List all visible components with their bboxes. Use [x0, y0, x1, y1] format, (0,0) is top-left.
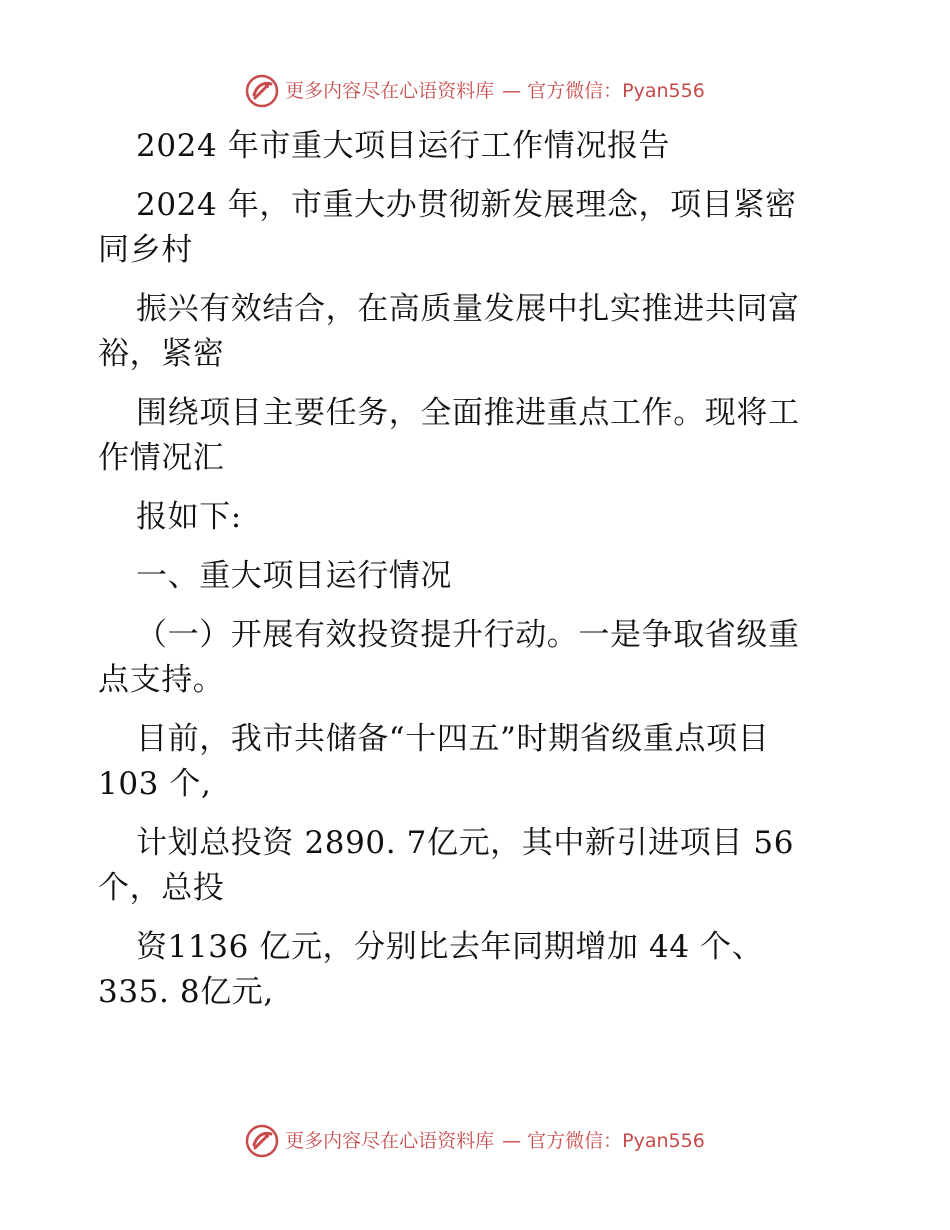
- paragraph-line: 资1136 亿元，分别比去年同期增加 44 个、: [136, 929, 764, 965]
- paragraph-line: 围绕项目主要任务，全面推进重点工作。现将工: [136, 395, 800, 431]
- watermark-main-text: 更多内容尽在心语资料库: [285, 79, 495, 102]
- watermark-contact: 官方微信：Pyan556: [527, 1129, 705, 1152]
- document-title: 2024 年市重大项目运行工作情况报告: [136, 128, 671, 164]
- watermark-main-text: 更多内容尽在心语资料库: [285, 1129, 495, 1152]
- watermark-contact: 官方微信：Pyan556: [527, 79, 705, 102]
- paragraph-line: 裕，紧密: [98, 336, 225, 372]
- paragraph-line: 目前，我市共储备“十四五”时期省级重点项目: [136, 721, 770, 757]
- paragraph-line: 计划总投资 2890. 7亿元，其中新引进项目 56: [136, 825, 795, 861]
- paragraph-line: 报如下:: [136, 499, 242, 535]
- paragraph-line: 个，总投: [98, 870, 225, 906]
- scroll-pen-icon: [245, 1124, 279, 1158]
- scroll-pen-icon: [245, 74, 279, 108]
- watermark-separator: —: [502, 1129, 522, 1152]
- paragraph-line: 振兴有效结合，在高质量发展中扎实推进共同富: [136, 291, 800, 327]
- paragraph-line: 335. 8亿元,: [98, 974, 274, 1010]
- watermark-separator: —: [502, 79, 522, 102]
- paragraph-line: 2024 年，市重大办贯彻新发展理念，项目紧密: [136, 187, 797, 223]
- document-body: [98, 124, 858, 1015]
- paragraph-line: 点支持。: [98, 662, 225, 698]
- top-watermark: [0, 74, 950, 108]
- paragraph-line: 103 个,: [98, 766, 212, 802]
- paragraph-line: 作情况汇: [98, 440, 225, 476]
- bottom-watermark: [0, 1124, 950, 1158]
- section-heading: 一、重大项目运行情况: [136, 558, 452, 594]
- subsection-heading: （一）开展有效投资提升行动。一是争取省级重: [136, 617, 800, 653]
- paragraph-line: 同乡村: [98, 232, 193, 268]
